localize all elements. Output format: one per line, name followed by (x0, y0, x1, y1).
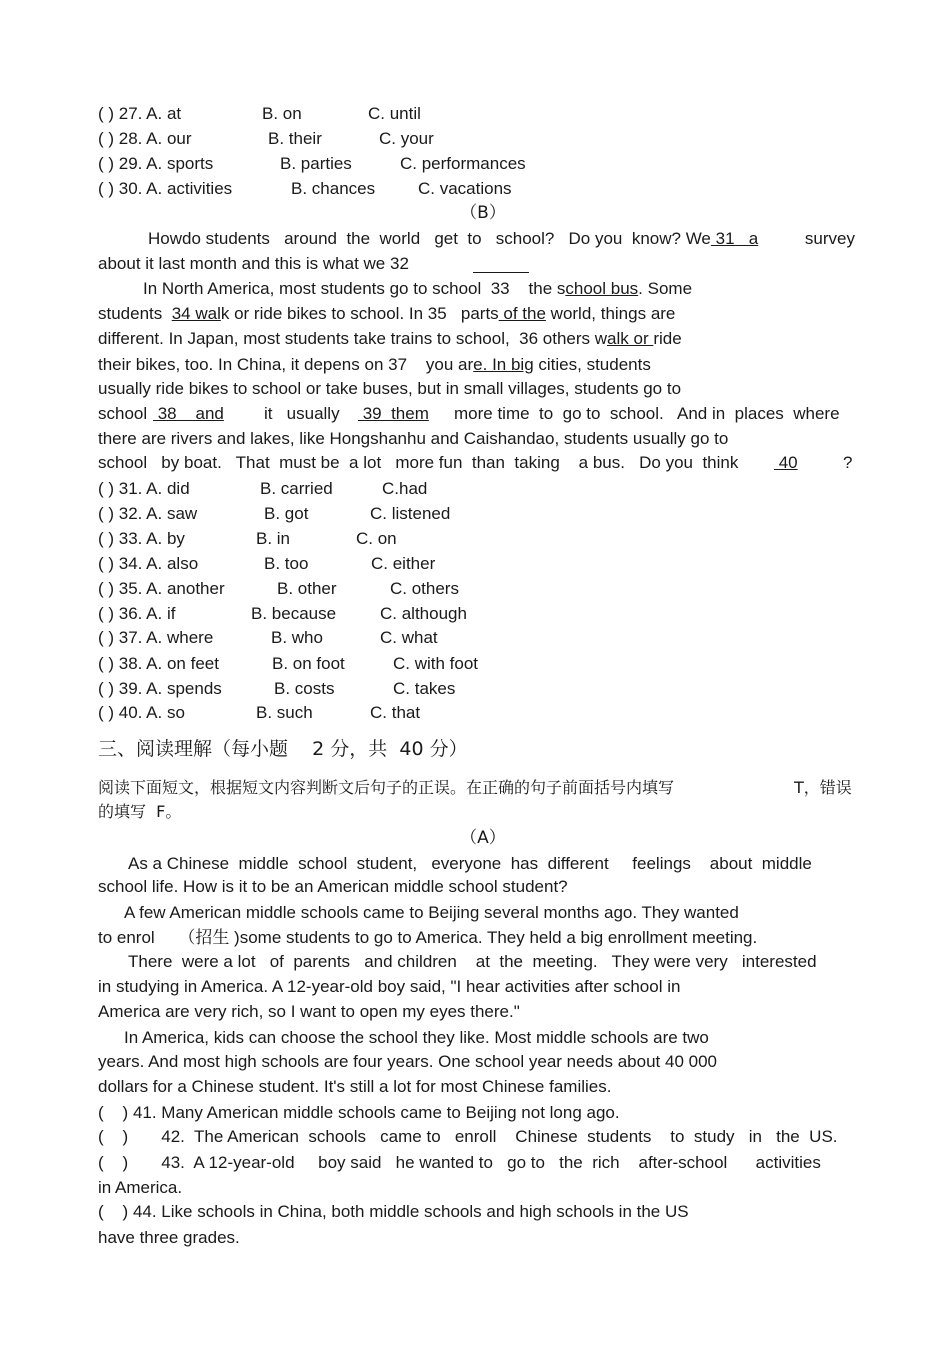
passage-b-question-mark: ? (843, 453, 853, 472)
section-3-instructions-2: 的填写 F。 (98, 802, 182, 821)
passage-a-p3-line-1: There were a lot of parents and children at the meeting. They were very interested (128, 952, 817, 971)
blank-39: 39 them (358, 404, 429, 423)
passage-b-line-10-text: school by boat. That must be a lot more fun than taking a bus. Do you think (98, 453, 739, 472)
q37-option-a: ( ) 37. A. where (98, 628, 214, 647)
question-34 (98, 554, 436, 574)
passage-b-line-5-a: different. In Japan, most students take trains to school, 36 others w (98, 329, 608, 348)
passage-b-line-5-underlined: alk or (607, 329, 654, 348)
q29-option-a: ( ) 29. A. sports (98, 154, 214, 173)
q33-option-c: C. on (356, 529, 397, 548)
q37-option-b: B. who (271, 628, 323, 647)
passage-a-p1-line-1: As a Chinese middle school student, everyone has different feelings about middle (128, 854, 812, 873)
q27-option-a: ( ) 27. A. at (98, 104, 182, 123)
passage-b-line-1-text: Howdo students around the world get to school? Do you know? We (148, 229, 711, 248)
q34-option-b: B. too (264, 554, 309, 573)
q27-option-c: C. until (368, 104, 421, 123)
passage-a-p4-line-3: dollars for a Chinese student. It's still a lot for most Chinese families. (98, 1077, 612, 1096)
q39-option-c: C. takes (393, 679, 456, 698)
question-29 (98, 154, 526, 174)
question-43-line-2: in America. (98, 1178, 183, 1197)
question-43-line-1: ( ) 43. A 12-year-old boy said he wanted to go to the rich after-school activities (98, 1153, 821, 1172)
passage-b-line-3-end: . Some (638, 279, 693, 298)
q34-option-a: ( ) 34. A. also (98, 554, 199, 573)
q31-option-c: C.had (382, 479, 428, 498)
q32-option-a: ( ) 32. A. saw (98, 504, 198, 523)
q30-option-a: ( ) 30. A. activities (98, 179, 233, 198)
passage-a-p2-line-1: A few American middle schools came to Beijing several months ago. They wanted (124, 903, 739, 922)
passage-b-line-1-end: survey (804, 229, 855, 248)
q37-option-c: C. what (380, 628, 438, 647)
passage-b-line-3-underlined: chool bus (565, 279, 639, 298)
section-3-instructions-b: T，错误 (794, 778, 852, 797)
q33-option-a: ( ) 33. A. by (98, 529, 185, 548)
passage-b-line-10 (98, 453, 858, 473)
question-42: ( ) 42. The American schools came to enroll Chinese students to study in the US. (98, 1127, 838, 1146)
q36-option-c: C. although (380, 604, 467, 623)
question-33 (98, 529, 397, 549)
question-38 (98, 654, 479, 674)
question-37 (98, 628, 438, 648)
passage-b-line-6-a: their bikes, too. In China, it depens on 37 you ar (98, 355, 474, 374)
passage-b-line-6 (98, 355, 651, 375)
section-3-instructions-a: 阅读下面短文，根据短文内容判断文后句子的正误。在正确的句子前面括号内填写 (98, 778, 675, 797)
question-27 (98, 104, 421, 124)
q32-option-c: C. listened (370, 504, 451, 523)
question-41: ( ) 41. Many American middle schools came to Beijing not long ago. (98, 1103, 620, 1122)
passage-a-label: （A） (460, 828, 506, 848)
passage-b-line-6-underlined: e. In big (473, 355, 534, 374)
q28-option-b: B. their (268, 129, 322, 148)
q32-option-b: B. got (264, 504, 309, 523)
question-40 (98, 703, 421, 723)
blank-32-line (473, 256, 529, 273)
passage-b-line-1 (148, 229, 855, 249)
q38-option-c: C. with foot (393, 654, 479, 673)
passage-b-line-9: there are rivers and lakes, like Hongshanhu and Caishandao, students usually go to (98, 429, 729, 448)
q35-option-a: ( ) 35. A. another (98, 579, 225, 598)
q39-option-b: B. costs (274, 679, 335, 698)
passage-b-line-4-c: world, things are (545, 304, 676, 323)
passage-b-line-2 (98, 254, 409, 274)
q30-option-c: C. vacations (418, 179, 512, 198)
q35-option-b: B. other (277, 579, 337, 598)
passage-b-line-8 (98, 404, 861, 424)
passage-b-line-5-b: ride (653, 329, 682, 348)
passage-b-line-8-a: school (98, 404, 148, 423)
q28-option-c: C. your (379, 129, 434, 148)
question-28 (98, 129, 434, 149)
q38-option-b: B. on foot (272, 654, 345, 673)
passage-b-line-2-text: about it last month and this is what we 32 (98, 254, 409, 273)
passage-a-p2-line-2: to enrol （招生 )some students to go to America. They held a big enrollment meeting. (98, 928, 758, 947)
q40-option-b: B. such (256, 703, 313, 722)
q28-option-a: ( ) 28. A. our (98, 129, 192, 148)
question-35 (98, 579, 459, 599)
passage-b-line-6-b: cities, students (533, 355, 651, 374)
q27-option-b: B. on (262, 104, 302, 123)
question-31 (98, 479, 428, 499)
question-30 (98, 179, 512, 199)
question-44-line-1: ( ) 44. Like schools in China, both middle schools and high schools in the US (98, 1202, 689, 1221)
q33-option-b: B. in (256, 529, 291, 548)
q35-option-c: C. others (390, 579, 459, 598)
passage-b-line-3 (143, 279, 692, 299)
question-32 (98, 504, 451, 524)
passage-b-line-4-a: students (98, 304, 172, 323)
passage-b-line-4-b: k or ride bikes to school. In 35 parts (220, 304, 499, 323)
section-3-instructions (98, 778, 858, 798)
section-3-heading: 三、阅读理解（每小题 2 分，共 40 分） (98, 738, 468, 760)
passage-a-p3-line-3: America are very rich, so I want to open my eyes there." (98, 1002, 520, 1021)
passage-b-line-8-b: it usually (264, 404, 340, 423)
q31-option-a: ( ) 31. A. did (98, 479, 190, 498)
q29-option-b: B. parties (280, 154, 352, 173)
blank-31: 31 a (710, 229, 759, 248)
q40-option-c: C. that (370, 703, 421, 722)
passage-a-p4-line-1: In America, kids can choose the school they like. Most middle schools are two (124, 1028, 709, 1047)
q29-option-c: C. performances (400, 154, 526, 173)
blank-38: 38 and (153, 404, 224, 423)
passage-b-line-7: usually ride bikes to school or take buses, but in small villages, students go to (98, 379, 682, 398)
q40-option-a: ( ) 40. A. so (98, 703, 185, 722)
q36-option-b: B. because (251, 604, 337, 623)
blank-34: 34 wal (171, 304, 221, 323)
q39-option-a: ( ) 39. A. spends (98, 679, 222, 698)
passage-b-line-8-c: more time to go to school. And in places where (454, 404, 840, 423)
passage-a-p3-line-2: in studying in America. A 12-year-old boy said, "I hear activities after school in (98, 977, 681, 996)
passage-a-p4-line-2: years. And most high schools are four years. One school year needs about 40 000 (98, 1052, 717, 1071)
q36-option-a: ( ) 36. A. if (98, 604, 176, 623)
passage-b-line-4-underlined: of the (498, 304, 546, 323)
passage-b-label: （B） (460, 203, 506, 223)
passage-b-line-3-text: In North America, most students go to school 33 the s (143, 279, 566, 298)
q38-option-a: ( ) 38. A. on feet (98, 654, 219, 673)
q34-option-c: C. either (371, 554, 436, 573)
passage-b-line-5 (98, 329, 682, 349)
passage-a-p1-line-2: school life. How is it to be an American middle school student? (98, 877, 568, 896)
blank-40: 40 (774, 453, 798, 472)
passage-b-line-4 (98, 304, 675, 324)
q31-option-b: B. carried (260, 479, 333, 498)
q30-option-b: B. chances (291, 179, 376, 198)
question-36 (98, 604, 467, 624)
question-39 (98, 679, 456, 699)
question-44-line-2: have three grades. (98, 1228, 240, 1247)
